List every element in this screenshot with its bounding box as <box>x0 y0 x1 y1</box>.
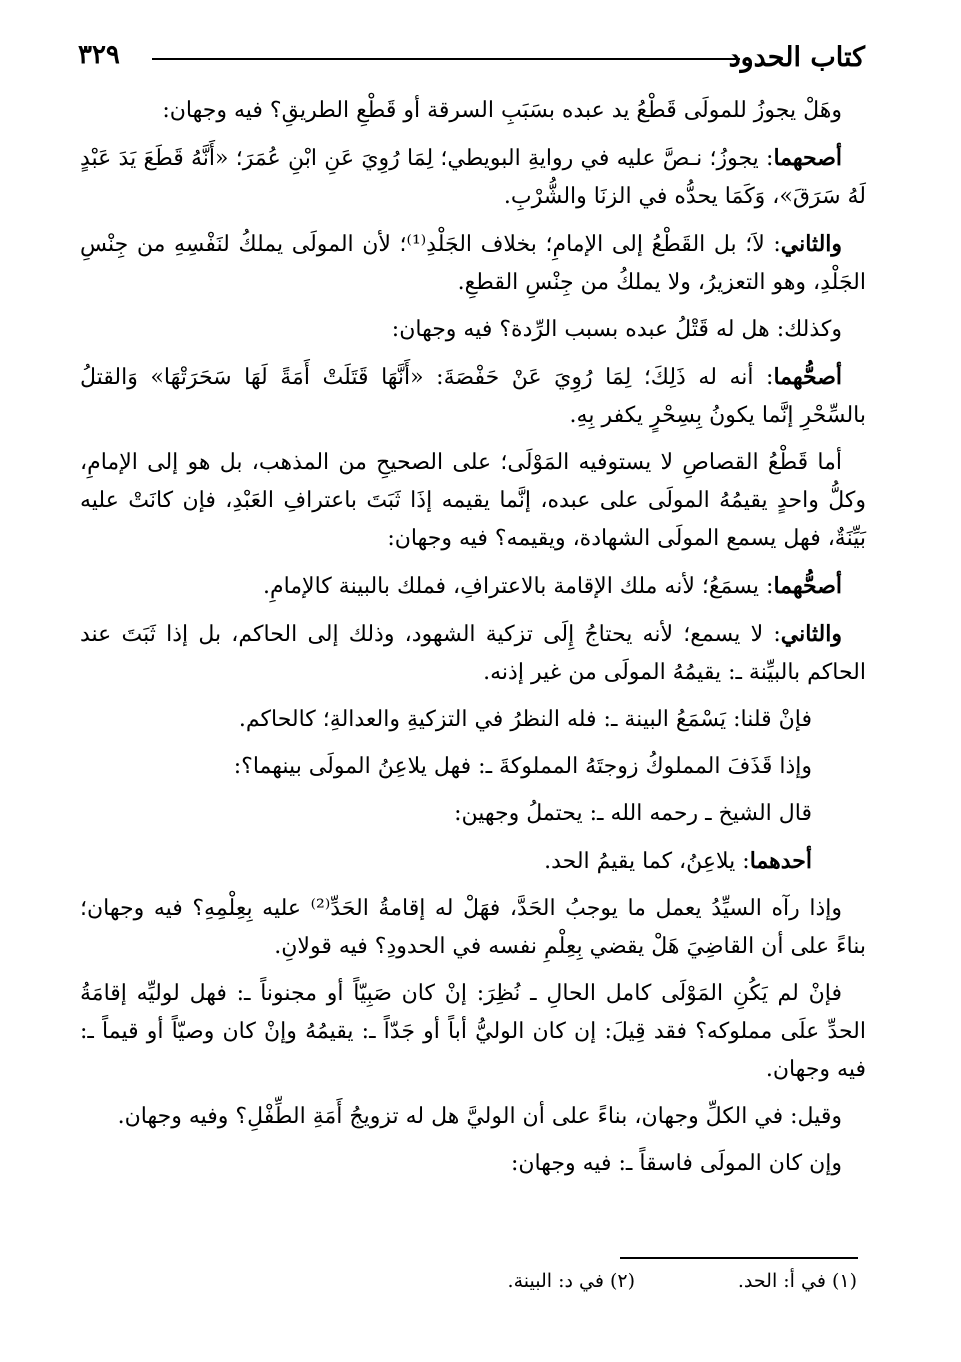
paragraph-text: قال الشيخ ـ رحمه الله ـ: يحتملُ وجهين: <box>454 801 812 826</box>
paragraph <box>80 615 866 692</box>
paragraph-lead: والثاني <box>780 621 842 647</box>
paragraph-lead: أصحهما <box>773 145 842 171</box>
paragraph <box>80 358 866 435</box>
paragraph-lead: أصحُّهما <box>773 573 842 599</box>
footnote-1: (١) في أ: الحد. <box>737 1270 857 1292</box>
paragraph-text: وإن كان المولَى فاسقاً ـ: فيه وجهان: <box>510 1151 842 1176</box>
paragraph <box>80 311 866 349</box>
footnote-rule <box>620 1257 858 1259</box>
paragraph-text: : أنه له ذَلِكَ؛ لِمَا رُوِيَ عَنْ حَفْصَةَ: «أَنَّهَا قَتَلَتْ أَمَةً لَهَا سَحَرَتْهَا» وَالقتلُ بالسِّحْرِ إنَّما يكونُ بِسِحْرٍ يكفر بِهِ. <box>80 365 866 428</box>
running-header <box>78 36 865 76</box>
paragraph <box>80 975 866 1089</box>
paragraph-text: : يسمَعُ؛ لأنه ملك الإقامة بالاعترافِ، فملك بالبينة كالإمامِ. <box>262 574 774 599</box>
header-rule <box>152 58 740 60</box>
paragraph <box>80 842 866 881</box>
paragraph-text: وهَلْ يجوزُ للمولَى قَطْعُ يد عبده بسَبَبِ السرقة أو قَطْعِ الطريقِ؟ فيه وجهان: <box>162 98 842 123</box>
paragraph <box>80 701 866 739</box>
paragraph-text: : يجوزُ؛ نـصَّ عليه في روايةِ البويطي؛ لِمَا رُوِيَ عَنِ ابْنِ عُمَرَ؛ «أَنَّهُ قَطَعَ يَدَ عَبْدٍ لَهُ سَرَقَ»، وَكَمَا يحدُّه في الزنَا والشُّرْبِ. <box>80 146 866 209</box>
paragraph <box>80 92 866 130</box>
footnote-2: (٢) في د: البينة. <box>507 1270 635 1292</box>
paragraph-text: وكذلك: هل له قَتْلُ عبده بسبب الرِّدة؟ فيه وجهان: <box>391 317 842 342</box>
paragraph-text: فإنْ قلنا: يَسْمَعُ البينة ـ: فله النظرُ في التزكيةِ والعدالةِ؛ كالحاكم. <box>238 707 812 732</box>
paragraph <box>80 1145 866 1183</box>
paragraph <box>80 225 866 302</box>
paragraph-text: فإنْ لم يَكُنِ المَوْلَى كامل الحالِ ـ نُظِرَ: إنْ كان صَبِيّاً أو مجنوناً ـ: فهل لوليِّه إقامَةُ الحدِّ علَى مملوكه؟ فقد قِيلَ: إن كان الوليُّ أباً أو جَدّاً ـ: يقيمُهُ وإنْ كان وصيّاً أو قيماً ـ: فيه وجهان. <box>80 981 866 1082</box>
paragraph <box>80 567 866 606</box>
paragraph <box>80 444 866 558</box>
paragraph <box>80 795 866 833</box>
main-text <box>80 92 866 1192</box>
page-number: ٣٢٩ <box>78 40 120 70</box>
paragraph-lead: أحدهما <box>749 848 812 874</box>
paragraph <box>80 1098 866 1136</box>
paragraph <box>80 139 866 216</box>
paragraph-text: أما قَطْعُ القصاصِ لا يستوفيه المَوْلَى؛ على الصحيحِ من المذهب، بل هو إلى الإمامِ، وكلُّ واحدٍ يقيمُهُ المولَى على عبده، إنَّما يقيمه إذَا ثَبَتَ باعترافِ العَبْدِ، فإن كانَتْ عليه بَيِّنَةٌ، فهل يسمع المولَى الشهادة، ويقيمه؟ فيه وجهان: <box>80 450 866 551</box>
paragraph-text: : يلاعِنُ، كما يقيمُ الحد. <box>544 849 750 874</box>
paragraph-lead: والثاني <box>780 231 843 257</box>
paragraph-text: : لاَ؛ بل القَطْعُ إلى الإمامِ؛ بخلاف الجَلْدِ⁽¹⁾؛ لأن المولَى يملكُ لنَفْسِهِ من جِنْسِ الجَلْدِ، وهو التعزيرُ، ولا يملكُ من جِنْسِ القطعِ. <box>80 232 866 295</box>
chapter-title: كتاب الحدود <box>728 42 865 73</box>
paragraph-text: وإذا قَذَفَ المملوكُ زوجتَهُ المملوكةَ ـ: فهل يلاعِنُ المولَى بينهما؟: <box>233 754 812 779</box>
paragraph <box>80 890 866 966</box>
paragraph-text: وإذا رآه السيِّدُ يعمل ما يوجبُ الحَدَّ، فهَلْ له إقامةُ الحَدِّ⁽²⁾ عليه بِعِلْمِهِ؟ فيه وجهان؛ بناءً على أن القاضِيَ هَلْ يقضي بِعِلْمِ نفسه في الحدودِ؟ فيه قولانِ. <box>80 896 866 959</box>
paragraph-text: : لا يسمع؛ لأنه يحتاجُ إِلَى تزكية الشهود، وذلك إلى الحاكم، بل إذا ثَبَتَ عند الحاكم بالبيِّنة ـ: يقيمُهُ المولَى من غير إذنه. <box>80 622 866 685</box>
paragraph-text: وقيل: في الكلِّ وجهان، بناءً على أن الوليَّ هل له تزويجُ أَمَةِ الطِّفْلِ؟ وفيه وجهان. <box>117 1104 842 1129</box>
paragraph-lead: أصحُّهما <box>773 364 842 390</box>
paragraph <box>80 748 866 786</box>
